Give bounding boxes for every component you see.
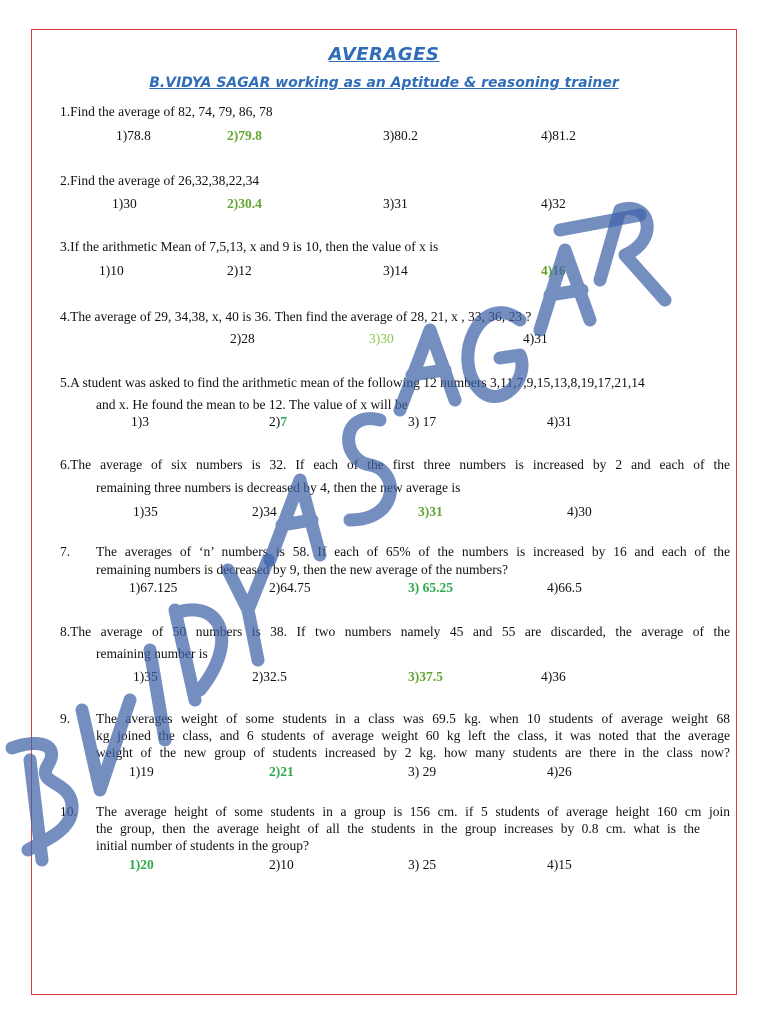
q8-option-1: 1)35: [133, 669, 158, 684]
question-number: 8.: [60, 624, 71, 639]
q5-option-2: [269, 413, 287, 430]
option-number: 2): [269, 414, 281, 429]
q5-option-4: 4)31: [547, 414, 572, 429]
q1-option-1: 1)78.8: [116, 128, 151, 143]
q8-option-4: 4)36: [541, 669, 566, 684]
q2-option-4: 4)32: [541, 196, 566, 211]
q6-option-1: 1)35: [133, 504, 158, 519]
question-8-line-2: remaining number is: [96, 646, 208, 661]
q2-option-1: 1)30: [112, 196, 137, 211]
question-1: [60, 103, 273, 120]
q7-option-4: 4)66.5: [547, 580, 582, 595]
question-text: Find the average of 26,32,38,22,34: [70, 173, 260, 188]
q3-option-2: 2)12: [227, 263, 252, 278]
question-10: The average height of some students in a group is 156 cm. if 5 students of average height 160 cm join: [96, 804, 730, 819]
q1-option-3: 3)80.2: [383, 128, 418, 143]
q2-option-3: 3)31: [383, 196, 408, 211]
question-text: The average of six numbers is 32. If each of the first three numbers is increased by 2 and each of the: [70, 457, 730, 472]
question-5: [60, 374, 645, 391]
q5-option-1: 1)3: [131, 414, 149, 429]
question-text: Find the average of 82, 74, 79, 86, 78: [70, 104, 273, 119]
q7-option-2: 2)64.75: [269, 580, 311, 595]
q1-option-2-answer: 2)79.8: [227, 128, 262, 143]
q9-option-3: 3) 29: [408, 764, 437, 779]
question-text: If the arithmetic Mean of 7,5,13, x and 9 is 10, then the value of x is: [70, 239, 439, 254]
question-text: The average of 50 numbers is 38. If two numbers namely 45 and 55 are discarded, the average of the: [70, 624, 730, 639]
question-number: 6.: [60, 457, 71, 472]
q9-option-2-answer: 2)21: [269, 764, 294, 779]
page-subtitle: B.VIDYA SAGAR working as an Aptitude & reasoning trainer: [149, 75, 619, 91]
q6-option-4: 4)30: [567, 504, 592, 519]
q6-option-2: 2)34: [252, 504, 277, 519]
q4-option-4: 4)31: [523, 331, 548, 346]
question-5-line-2: and x. He found the mean to be 12. The value of x will be: [96, 397, 408, 412]
q10-option-2: 2)10: [269, 857, 294, 872]
page-title: AVERAGES: [328, 44, 440, 65]
q3-option-1: 1)10: [99, 263, 124, 278]
question-3: [60, 238, 438, 255]
q10-option-4: 4)15: [547, 857, 572, 872]
question-7: The averages of ‘n’ numbers is 58. If each of 65% of the numbers is increased by 16 and each of the: [96, 544, 730, 559]
q4-option-2: 2)28: [230, 331, 255, 346]
q4-option-3-answer: 3)30: [369, 331, 394, 346]
question-8: [60, 623, 730, 641]
question-2: [60, 172, 259, 189]
question-9-line-2: kg joined the class, and 6 students of average weight 60 kg left the class, it was noted that the average: [96, 728, 730, 743]
q7-option-3-answer: 3) 65.25: [408, 580, 453, 595]
question-6: [60, 456, 730, 474]
question-9-number: 9.: [60, 711, 71, 726]
question-4: [60, 308, 531, 325]
q7-option-1: 1)67.125: [129, 580, 178, 595]
question-10-line-3: initial number of students in the group?: [96, 838, 309, 853]
q5-option-2-answer: 7: [280, 414, 287, 429]
q10-option-3: 3) 25: [408, 857, 437, 872]
question-7-number: 7.: [60, 544, 71, 559]
question-number: 5.: [60, 375, 71, 390]
question-number: 3.: [60, 239, 71, 254]
question-number: 2.: [60, 173, 71, 188]
question-text: The average of 29, 34,38, x, 40 is 36. Then find the average of 28, 21, x , 33, 36, 23 ?: [70, 309, 532, 324]
question-10-number: 10.: [60, 804, 77, 819]
q3-option-3: 3)14: [383, 263, 408, 278]
question-number: 4.: [60, 309, 71, 324]
q10-option-1-answer: 1)20: [129, 857, 154, 872]
q9-option-4: 4)26: [547, 764, 572, 779]
q3-option-4-answer: 4)16: [541, 263, 566, 278]
question-6-line-2: remaining three numbers is decreased by 4, then the new average is: [96, 480, 461, 495]
question-10-line-2: the group, then the average height of all the students in the group increases by 0.8 cm. what is the: [96, 821, 700, 836]
q8-option-3-answer: 3)37.5: [408, 669, 443, 684]
q6-option-3-answer: 3)31: [418, 504, 443, 519]
q5-option-3: 3) 17: [408, 414, 437, 429]
q1-option-4: 4)81.2: [541, 128, 576, 143]
question-7-line-2: remaining numbers is decreased by 9, then the new average of the numbers?: [96, 562, 508, 577]
question-number: 1.: [60, 104, 71, 119]
q8-option-2: 2)32.5: [252, 669, 287, 684]
question-9: The averages weight of some students in a class was 69.5 kg. when 10 students of average weight 68: [96, 711, 730, 726]
question-text: A student was asked to find the arithmetic mean of the following 12 numbers 3,11,7,9,15,13,8,19,17,21,14: [70, 375, 645, 390]
q2-option-2-answer: 2)30.4: [227, 196, 262, 211]
question-9-line-3: weight of the new group of students increased by 2 kg. how many students are there in the class now?: [96, 745, 730, 760]
q9-option-1: 1)19: [129, 764, 154, 779]
